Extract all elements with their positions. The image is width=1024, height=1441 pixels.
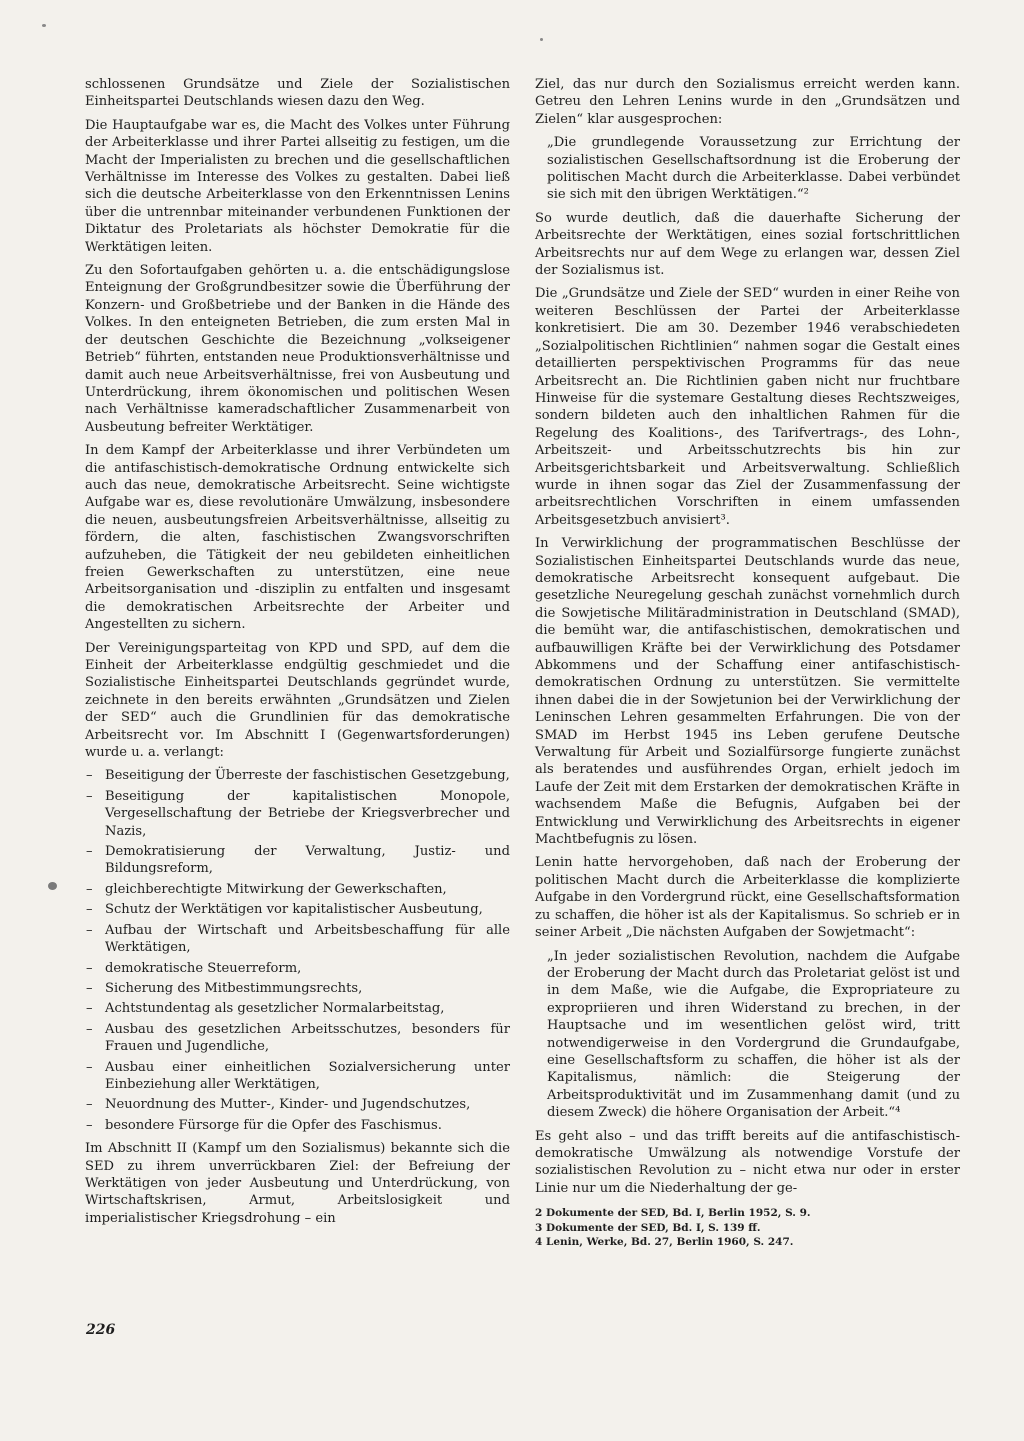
footnotes	[535, 1207, 960, 1250]
paragraph: Ziel, das nur durch den Sozialismus erreicht werden kann. Getreu den Lehren Lenins wurde in den „Grundsätzen und Zielen“ klar ausgesprochen:	[535, 77, 960, 127]
page-number: 226	[86, 1322, 116, 1338]
footnote: 4 Lenin, Werke, Bd. 27, Berlin 1960, S. 247.	[535, 1236, 794, 1249]
paragraph: schlossenen Grundsätze und Ziele der Sozialistischen Einheitspartei Deutschlands wiesen dazu den Weg.	[85, 77, 510, 110]
list-item: – Aufbau der Wirtschaft und Arbeitsbeschaffung für alle Werktätigen,	[85, 922, 510, 957]
paragraph: Es geht also – und das trifft bereits auf die antifaschistisch-demokratische Umwälzung als notwendige Vorstufe der sozialistischen Revolution zu – nicht etwa nur oder in erster Linie nur um die Niederhaltung der ge-	[535, 1128, 960, 1196]
list-item: – besondere Fürsorge für die Opfer des Faschismus.	[85, 1117, 510, 1134]
paragraph: Die Hauptaufgabe war es, die Macht des Volkes unter Führung der Arbeiterklasse und ihrer Partei allseitig zu festigen, um die Macht der Imperialisten zu brechen und die gesellschaftlichen Verhältnisse im Interesse des Volkes zu gestalten. Dabei ließ sich die deutsche Arbeiterklasse von den Erkenntnissen Lenins über die untrennbar miteinander verbundenen Funktionen der Diktatur des Proletariats als höchster Demokratie für die Werktätigen leiten.	[85, 117, 510, 255]
scan-speck	[540, 38, 543, 41]
block-quote: „Die grundlegende Voraussetzung zur Errichtung der sozialistischen Gesellschaftsordnung ist die Eroberung der politischen Macht durch die Arbeiterklasse. Dabei verbündet sie sich mit den übrigen Werktätigen.“²	[547, 135, 960, 203]
paragraph: Der Vereinigungsparteitag von KPD und SPD, auf dem die Einheit der Arbeiterklasse endgültig geschmiedet und die Sozialistische Einheitspartei Deutschlands gegründet wurde, zeichnete in den bereits erwähnten „Grundsätzen und Zielen der SED“ auch die Grundlinien für das demokratische Arbeitsrecht vor. Im Abschnitt I (Gegenwartsforderungen) wurde u. a. verlangt:	[85, 640, 510, 761]
left-column	[85, 76, 510, 1233]
right-column	[535, 76, 960, 1251]
list-item: – Beseitigung der Überreste der faschistischen Gesetzgebung,	[85, 767, 510, 784]
paragraph: Zu den Sofortaufgaben gehörten u. a. die entschädigungslose Enteignung der Großgrundbesitzer sowie die Überführung der Konzern- und Großbetriebe und der Banken in die Hände des Volkes. In den enteigneten Betrieben, die zum ersten Mal in der deutschen Geschichte die Bezeichnung „volkseigener Betrieb“ führten, entstanden neue Produktionsverhältnisse und damit auch neue Arbeitsverhältnisse, frei von Ausbeutung und Unterdrückung, ihrem ökonomischen und politischen Wesen nach Verhältnisse kameradschaftlicher Zusammenarbeit von Ausbeutung befreiter Werktätiger.	[85, 263, 510, 435]
scan-speck	[42, 24, 46, 27]
list-item: – gleichberechtigte Mitwirkung der Gewerkschaften,	[85, 881, 510, 898]
list-item: – Sicherung des Mitbestimmungsrechts,	[85, 980, 510, 997]
block-quote: „In jeder sozialistischen Revolution, nachdem die Aufgabe der Eroberung der Macht durch das Proletariat gelöst ist und in dem Maße, wie die Aufgabe, die Expropriateure zu expropriieren und ihren Widerstand zu brechen, in der Hauptsache und im wesentlichen gelöst wird, tritt notwendigerweise in den Vordergrund die Grundaufgabe, eine Gesellschaftsform zu schaffen, die höher ist als der Kapitalismus, nämlich: die Steigerung der Arbeitsproduktivität und im Zusammenhang damit (und zu diesem Zweck) die höhere Organisation der Arbeit.“⁴	[547, 948, 960, 1121]
paragraph: Lenin hatte hervorgehoben, daß nach der Eroberung der politischen Macht durch die Arbeiterklasse die komplizierte Aufgabe in den Vordergrund rückt, eine Gesellschaftsformation zu schaffen, die höher ist als der Kapitalismus. So schrieb er in seiner Arbeit „Die nächsten Aufgaben der Sowjetmacht“:	[535, 855, 960, 941]
demands-list	[85, 767, 510, 1134]
list-item: – Demokratisierung der Verwaltung, Justiz- und Bildungsreform,	[85, 843, 510, 878]
list-item: – Schutz der Werktätigen vor kapitalistischer Ausbeutung,	[85, 901, 510, 918]
paragraph: So wurde deutlich, daß die dauerhafte Sicherung der Arbeitsrechte der Werktätigen, eines sozial fortschrittlichen Arbeitsrechts nur auf dem Wege zu erlangen war, dessen Ziel der Sozialismus ist.	[535, 210, 960, 279]
list-item: – Ausbau des gesetzlichen Arbeitsschutzes, besonders für Frauen und Jugendliche,	[85, 1021, 510, 1056]
paragraph: Die „Grundsätze und Ziele der SED“ wurden in einer Reihe von weiteren Beschlüssen der Partei der Arbeiterklasse konkretisiert. Die am 30. Dezember 1946 verabschiedeten „Sozialpolitischen Richtlinien“ nahmen sogar die Gestalt eines detaillierten perspektivischen Programms für das neue Arbeitsrecht an. Die Richtlinien gaben nicht nur fruchtbare Hinweise für die systemare Gestaltung dieses Rechtszweiges, sondern bildeten auch den inhaltlichen Rahmen für die Regelung des Koalitions-, des Tarifvertrags-, des Lohn-, Arbeitszeit- und Arbeitsschutzrechts bis hin zur Arbeitsgerichtsbarkeit und Arbeitsverwaltung. Schließlich wurde in ihnen sogar das Ziel der Zusammenfassung der arbeitsrechtlichen Vorschriften in einem umfassenden Arbeitsgesetzbuch anvisiert³.	[535, 286, 960, 528]
list-item: – demokratische Steuerreform,	[85, 960, 510, 977]
paragraph: In dem Kampf der Arbeiterklasse und ihrer Verbündeten um die antifaschistisch-demokratische Ordnung entwickelte sich auch das neue, demokratische Arbeitsrecht. Seine wichtigste Aufgabe war es, diese revolutionäre Umwälzung, insbesondere die neuen, ausbeutungsfreien Arbeitsverhältnisse, allseitig zu fördern, die alten, faschistischen Zwangsvorschriften aufzuheben, die Tätigkeit der neu gebildeten einheitlichen freien Gewerkschaften zu unterstützen, eine neue Arbeitsorganisation und -disziplin zu entfalten und insgesamt die demokratischen Arbeitsrechte der Arbeiter und Angestellten zu sichern.	[85, 443, 510, 633]
list-item: – Beseitigung der kapitalistischen Monopole, Vergesellschaftung der Betriebe der Kriegsverbrecher und Nazis,	[85, 788, 510, 840]
paragraph: In Verwirklichung der programmatischen Beschlüsse der Sozialistischen Einheitspartei Deutschlands wurde das neue, demokratische Arbeitsrecht konsequent aufgebaut. Die gesetzliche Neuregelung geschah zunächst vornehmlich durch die Sowjetische Militäradministration in Deutschland (SMAD), die bemüht war, die antifaschistischen, demokratischen und aufbauwilligen Kräfte bei der Verwirklichung des Potsdamer Abkommens und der Schaffung einer antifaschistisch-demokratischen Ordnung zu unterstützen. Sie vermittelte ihnen dabei die in der Sowjetunion bei der Verwirklichung der Leninschen Lehren gesammelten Erfahrungen. Die von der SMAD im Herbst 1945 ins Leben gerufene Deutsche Verwaltung für Arbeit und Sozialfürsorge fungierte zunächst als beratendes und ausführendes Organ, erhielt jedoch im Laufe der Zeit mit dem Erstarken der demokratischen Kräfte in wachsendem Maße die Befugnis, Aufgaben bei der Entwicklung und Verwirklichung des Arbeitsrechts in eigener Machtbefugnis zu lösen.	[535, 536, 960, 848]
footnote: 3 Dokumente der SED, Bd. I, S. 139 ff.	[535, 1221, 761, 1234]
scan-speck	[48, 882, 57, 890]
footnote: 2 Dokumente der SED, Bd. I, Berlin 1952, S. 9.	[535, 1207, 811, 1220]
paragraph: Im Abschnitt II (Kampf um den Sozialismus) bekannte sich die SED zu ihrem unverrückbaren Ziel: der Befreiung der Werktätigen von jeder Ausbeutung und Unterdrückung, von Wirtschaftskrisen, Armut, Arbeitslosigkeit und imperialistischer Kriegsdrohung – ein	[85, 1141, 510, 1226]
list-item: – Ausbau einer einheitlichen Sozialversicherung unter Einbeziehung aller Werktätigen,	[85, 1059, 510, 1094]
list-item: – Achtstundentag als gesetzlicher Normalarbeitstag,	[85, 1000, 510, 1017]
list-item: – Neuordnung des Mutter-, Kinder- und Jugendschutzes,	[85, 1096, 510, 1113]
